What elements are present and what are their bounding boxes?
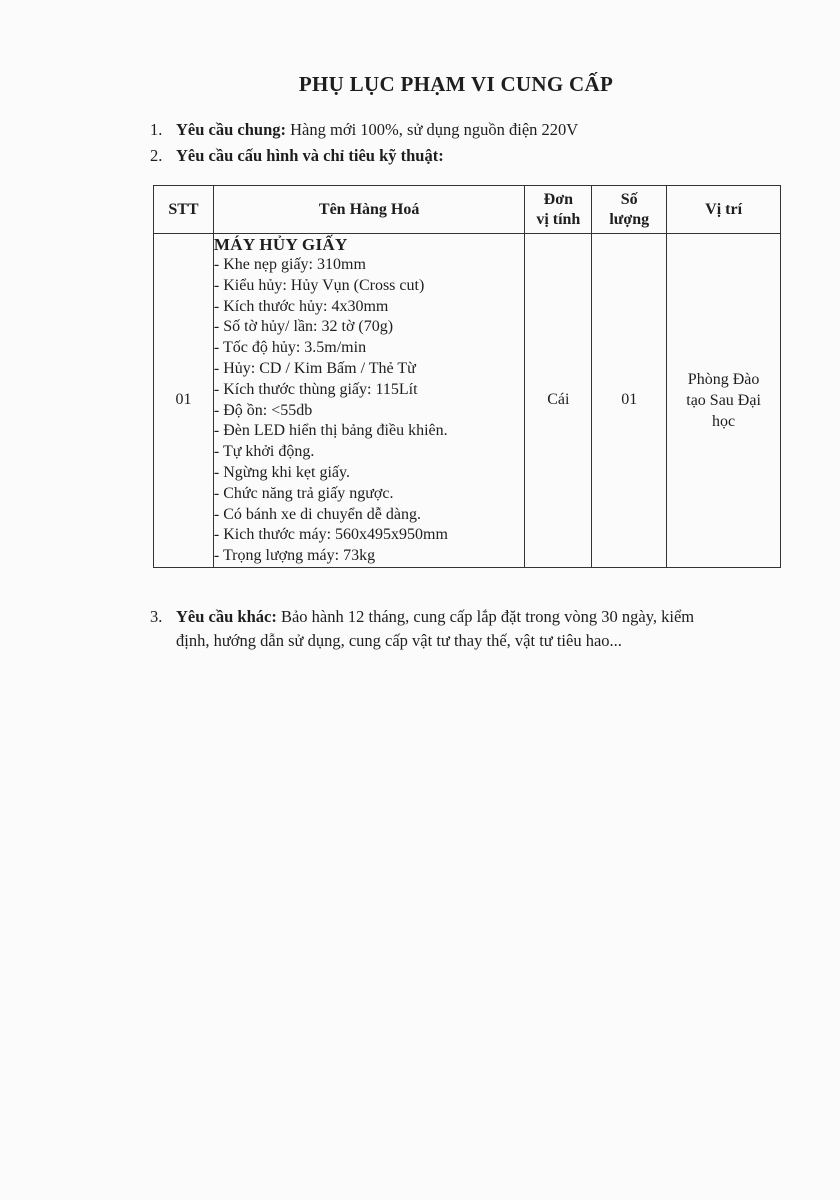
spec-list (214, 255, 524, 567)
cell-stt: 01 (154, 234, 214, 568)
requirement-text: Bảo hành 12 tháng, cung cấp lắp đặt trong vòng 30 ngày, kiểm (276, 607, 695, 626)
other-requirements (150, 605, 780, 653)
spec-item: - Kích thước hủy: 4x30mm (213, 297, 389, 315)
cell-location (667, 234, 781, 568)
requirement-label: Yêu cầu chung: (176, 120, 287, 139)
requirement-label: Yêu cầu cấu hình và chỉ tiêu kỹ thuật: (176, 146, 444, 165)
spec-item: - Ngừng khi kẹt giấy. (213, 463, 350, 481)
location-line: tạo Sau Đại (686, 391, 761, 409)
spec-item: - Có bánh xe di chuyển dễ dàng. (213, 505, 421, 523)
spec-item: - Chức năng trả giấy ngược. (213, 484, 394, 502)
requirement-number: 2. (150, 146, 163, 165)
spec-item: - Kích thước thùng giấy: 115Lít (213, 380, 418, 398)
requirement-number: 3. (150, 607, 163, 626)
spec-item: - Số tờ hủy/ lần: 32 tờ (70g) (213, 318, 394, 336)
header-quantity (592, 186, 667, 234)
header-qty-line2: lượng (609, 210, 650, 228)
spec-item: - Hủy: CD / Kim Bấm / Thẻ Từ (213, 359, 416, 377)
header-location: Vị trí (667, 186, 781, 234)
spec-item: - Khe nẹp giấy: 310mm (213, 256, 366, 273)
spec-item: - Tốc độ hủy: 3.5m/min (213, 339, 367, 357)
requirement-text-continued: định, hướng dẫn sử dụng, cung cấp vật tư thay thế, vật tư tiêu hao... (176, 631, 622, 650)
requirement-text: Hàng mới 100%, sử dụng nguồn điện 220V (286, 120, 579, 139)
general-requirement (150, 120, 578, 140)
cell-item-name (213, 234, 524, 568)
specification-table (153, 185, 781, 568)
spec-item: - Độ ồn: <55db (213, 401, 313, 419)
header-stt: STT (154, 186, 214, 234)
header-unit-line1: Đơn (543, 190, 573, 208)
spec-item: - Kich thước máy: 560x495x950mm (213, 526, 448, 544)
requirement-number: 1. (150, 120, 163, 139)
item-name: MÁY HỦY GIẤY (213, 235, 348, 254)
page-title: PHỤ LỤC PHẠM VI CUNG CẤP (298, 72, 614, 96)
spec-item: - Kiểu hủy: Hủy Vụn (Cross cut) (213, 276, 425, 294)
spec-item: - Đèn LED hiển thị bảng điều khiên. (213, 422, 448, 440)
table-row (154, 234, 781, 568)
header-unit (525, 186, 592, 234)
header-item-name: Tên Hàng Hoá (213, 186, 524, 234)
cell-quantity: 01 (592, 234, 667, 568)
spec-item: - Tự khởi động. (213, 443, 315, 461)
location-line: học (712, 412, 736, 430)
table-header-row (154, 186, 781, 234)
technical-requirement (150, 146, 444, 166)
requirement-label: Yêu cầu khác: (176, 607, 277, 626)
header-unit-line2: vị tính (536, 210, 581, 228)
location-line: Phòng Đào (687, 370, 760, 388)
spec-item: - Trọng lượng máy: 73kg (213, 547, 376, 565)
cell-unit: Cái (525, 234, 592, 568)
header-qty-line1: Số (620, 190, 638, 208)
